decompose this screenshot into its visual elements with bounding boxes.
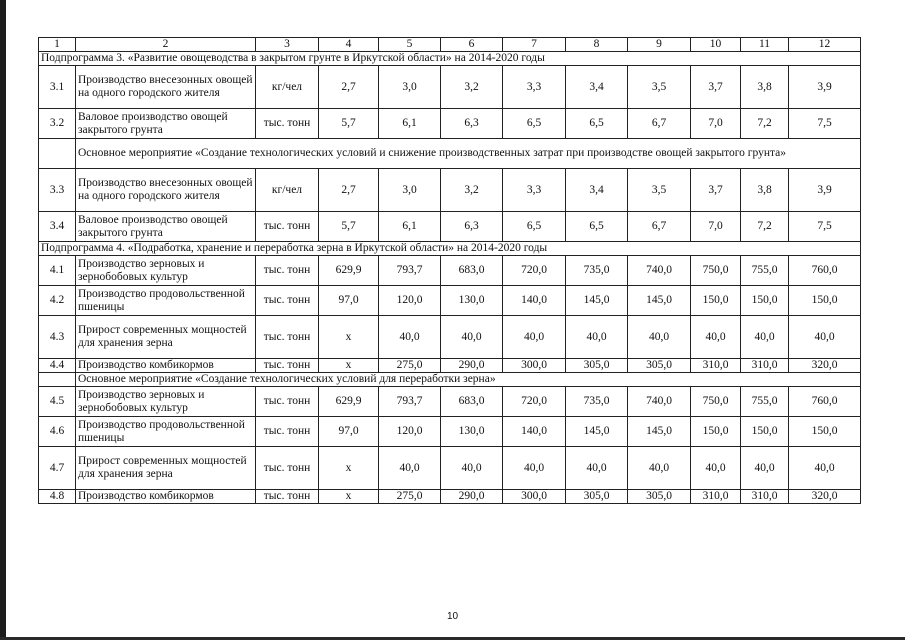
value-cell: 683,0: [441, 256, 503, 286]
value-cell: 6,7: [628, 109, 691, 139]
value-cell: 735,0: [566, 256, 628, 286]
value-cell: 3,8: [741, 66, 789, 109]
value-cell: 2,7: [319, 169, 379, 212]
table-row: [39, 447, 861, 490]
indicator-name: Валовое производство овощей закрытого грунта: [76, 212, 256, 242]
header-row: [39, 38, 861, 52]
value-cell: 145,0: [566, 417, 628, 447]
indicator-name: Производство комбикормов: [76, 490, 256, 504]
value-cell: 130,0: [441, 286, 503, 316]
value-cell: 310,0: [691, 490, 741, 504]
table-row: [39, 286, 861, 316]
value-cell: 150,0: [741, 286, 789, 316]
page-number: 10: [446, 611, 459, 622]
value-cell: 40,0: [379, 316, 441, 359]
value-cell: 305,0: [566, 490, 628, 504]
unit-cell: кг/чел: [256, 169, 319, 212]
value-cell: 150,0: [789, 417, 861, 447]
main-event-row: [39, 373, 861, 387]
value-cell: 120,0: [379, 417, 441, 447]
value-cell: 3,3: [503, 66, 566, 109]
value-cell: 6,1: [379, 212, 441, 242]
value-cell: 3,0: [379, 169, 441, 212]
table-row: [39, 169, 861, 212]
value-cell: 97,0: [319, 286, 379, 316]
column-header: 8: [566, 38, 628, 52]
value-cell: 750,0: [691, 256, 741, 286]
row-number: 4.5: [39, 387, 76, 417]
unit-cell: тыс. тонн: [256, 109, 319, 139]
value-cell: 3,7: [691, 169, 741, 212]
indicator-name: Валовое производство овощей закрытого грунта: [76, 109, 256, 139]
column-header: 10: [691, 38, 741, 52]
table-row: [39, 359, 861, 373]
value-cell: 3,5: [628, 66, 691, 109]
value-cell: 145,0: [566, 286, 628, 316]
value-cell: 130,0: [441, 417, 503, 447]
indicator-name: Прирост современных мощностей для хранения зерна: [76, 447, 256, 490]
value-cell: 40,0: [691, 316, 741, 359]
indicator-name: Производство продовольственной пшеницы: [76, 417, 256, 447]
value-cell: 5,7: [319, 109, 379, 139]
value-cell: 40,0: [628, 447, 691, 490]
main-event-number-cell: [39, 373, 76, 387]
row-number: 3.1: [39, 66, 76, 109]
value-cell: 7,2: [741, 109, 789, 139]
value-cell: 150,0: [789, 286, 861, 316]
value-cell: 6,1: [379, 109, 441, 139]
value-cell: 3,9: [789, 169, 861, 212]
value-cell: 2,7: [319, 66, 379, 109]
value-cell: 793,7: [379, 387, 441, 417]
value-cell: 755,0: [741, 387, 789, 417]
value-cell: x: [319, 359, 379, 373]
value-cell: x: [319, 447, 379, 490]
value-cell: 720,0: [503, 256, 566, 286]
unit-cell: тыс. тонн: [256, 316, 319, 359]
unit-cell: тыс. тонн: [256, 256, 319, 286]
column-header: 12: [789, 38, 861, 52]
value-cell: 6,3: [441, 109, 503, 139]
value-cell: 755,0: [741, 256, 789, 286]
value-cell: 305,0: [628, 359, 691, 373]
subprogram-title-row: [39, 52, 861, 66]
value-cell: 760,0: [789, 256, 861, 286]
main-event-number-cell: [39, 139, 76, 169]
value-cell: 275,0: [379, 359, 441, 373]
value-cell: 305,0: [566, 359, 628, 373]
value-cell: 750,0: [691, 387, 741, 417]
table-row: [39, 212, 861, 242]
value-cell: 310,0: [741, 359, 789, 373]
row-number: 4.8: [39, 490, 76, 504]
value-cell: 40,0: [789, 316, 861, 359]
indicator-name: Производство зерновых и зернобобовых культур: [76, 387, 256, 417]
value-cell: 310,0: [691, 359, 741, 373]
row-number: 4.6: [39, 417, 76, 447]
value-cell: 3,5: [628, 169, 691, 212]
column-header: 2: [76, 38, 256, 52]
row-number: 3.2: [39, 109, 76, 139]
value-cell: 6,3: [441, 212, 503, 242]
unit-cell: тыс. тонн: [256, 286, 319, 316]
column-header: 11: [741, 38, 789, 52]
subprogram-title: Подпрограмма 3. «Развитие овощеводства в закрытом грунте в Иркутской области» на 2014-2020 годы: [39, 52, 861, 66]
value-cell: 145,0: [628, 417, 691, 447]
column-header: 9: [628, 38, 691, 52]
value-cell: 40,0: [379, 447, 441, 490]
value-cell: 275,0: [379, 490, 441, 504]
value-cell: 40,0: [741, 316, 789, 359]
value-cell: 3,0: [379, 66, 441, 109]
subprogram-title-row: [39, 242, 861, 256]
value-cell: 3,8: [741, 169, 789, 212]
value-cell: 6,5: [566, 109, 628, 139]
value-cell: 145,0: [628, 286, 691, 316]
value-cell: 3,4: [566, 169, 628, 212]
unit-cell: кг/чел: [256, 66, 319, 109]
main-event-title: Основное мероприятие «Создание технологических условий для переработки зерна»: [76, 373, 861, 387]
value-cell: 5,7: [319, 212, 379, 242]
table-row: [39, 66, 861, 109]
value-cell: 300,0: [503, 359, 566, 373]
value-cell: 40,0: [503, 447, 566, 490]
value-cell: 97,0: [319, 417, 379, 447]
table-row: [39, 417, 861, 447]
indicator-name: Производство продовольственной пшеницы: [76, 286, 256, 316]
indicator-name: Производство зерновых и зернобобовых культур: [76, 256, 256, 286]
value-cell: 40,0: [566, 316, 628, 359]
value-cell: 629,9: [319, 387, 379, 417]
indicator-name: Производство внесезонных овощей на одного городского жителя: [76, 169, 256, 212]
unit-cell: тыс. тонн: [256, 490, 319, 504]
value-cell: 300,0: [503, 490, 566, 504]
value-cell: 290,0: [441, 359, 503, 373]
indicator-name: Производство внесезонных овощей на одного городского жителя: [76, 66, 256, 109]
value-cell: 140,0: [503, 417, 566, 447]
value-cell: 150,0: [691, 417, 741, 447]
indicator-name: Прирост современных мощностей для хранения зерна: [76, 316, 256, 359]
value-cell: 40,0: [741, 447, 789, 490]
column-header: 6: [441, 38, 503, 52]
value-cell: 40,0: [566, 447, 628, 490]
value-cell: 6,7: [628, 212, 691, 242]
value-cell: 150,0: [741, 417, 789, 447]
column-header: 4: [319, 38, 379, 52]
indicators-table: [38, 37, 861, 504]
value-cell: 3,7: [691, 66, 741, 109]
value-cell: 720,0: [503, 387, 566, 417]
value-cell: 7,5: [789, 109, 861, 139]
value-cell: 760,0: [789, 387, 861, 417]
row-number: 4.7: [39, 447, 76, 490]
row-number: 4.3: [39, 316, 76, 359]
value-cell: 290,0: [441, 490, 503, 504]
unit-cell: тыс. тонн: [256, 447, 319, 490]
value-cell: 310,0: [741, 490, 789, 504]
value-cell: 140,0: [503, 286, 566, 316]
subprogram-title: Подпрограмма 4. «Подработка, хранение и переработка зерна в Иркутской области» на 2014-2020 годы: [39, 242, 861, 256]
table-row: [39, 256, 861, 286]
table-row: [39, 490, 861, 504]
value-cell: 40,0: [789, 447, 861, 490]
table-row: [39, 316, 861, 359]
value-cell: 6,5: [566, 212, 628, 242]
value-cell: 740,0: [628, 256, 691, 286]
main-event-row: [39, 139, 861, 169]
value-cell: 320,0: [789, 490, 861, 504]
column-header: 5: [379, 38, 441, 52]
indicator-name: Производство комбикормов: [76, 359, 256, 373]
unit-cell: тыс. тонн: [256, 387, 319, 417]
value-cell: 40,0: [441, 447, 503, 490]
value-cell: 7,0: [691, 212, 741, 242]
value-cell: 40,0: [503, 316, 566, 359]
value-cell: 40,0: [691, 447, 741, 490]
value-cell: 735,0: [566, 387, 628, 417]
value-cell: 320,0: [789, 359, 861, 373]
value-cell: 7,2: [741, 212, 789, 242]
row-number: 3.3: [39, 169, 76, 212]
value-cell: 305,0: [628, 490, 691, 504]
value-cell: 150,0: [691, 286, 741, 316]
value-cell: 7,0: [691, 109, 741, 139]
main-event-title: Основное мероприятие «Создание технологических условий и снижение производственных затрат при производстве овощей закрытого грунта»: [76, 139, 861, 169]
row-number: 4.4: [39, 359, 76, 373]
column-header: 3: [256, 38, 319, 52]
row-number: 4.2: [39, 286, 76, 316]
value-cell: 3,2: [441, 66, 503, 109]
column-header: 1: [39, 38, 76, 52]
table-row: [39, 387, 861, 417]
value-cell: 40,0: [441, 316, 503, 359]
value-cell: x: [319, 490, 379, 504]
value-cell: 629,9: [319, 256, 379, 286]
value-cell: 793,7: [379, 256, 441, 286]
unit-cell: тыс. тонн: [256, 212, 319, 242]
value-cell: 3,9: [789, 66, 861, 109]
value-cell: 3,2: [441, 169, 503, 212]
value-cell: 740,0: [628, 387, 691, 417]
value-cell: 3,3: [503, 169, 566, 212]
value-cell: 683,0: [441, 387, 503, 417]
value-cell: x: [319, 316, 379, 359]
value-cell: 7,5: [789, 212, 861, 242]
row-number: 3.4: [39, 212, 76, 242]
unit-cell: тыс. тонн: [256, 359, 319, 373]
scan-left-edge: [0, 0, 6, 640]
value-cell: 120,0: [379, 286, 441, 316]
value-cell: 3,4: [566, 66, 628, 109]
table-row: [39, 109, 861, 139]
value-cell: 6,5: [503, 212, 566, 242]
value-cell: 6,5: [503, 109, 566, 139]
row-number: 4.1: [39, 256, 76, 286]
unit-cell: тыс. тонн: [256, 417, 319, 447]
value-cell: 40,0: [628, 316, 691, 359]
column-header: 7: [503, 38, 566, 52]
